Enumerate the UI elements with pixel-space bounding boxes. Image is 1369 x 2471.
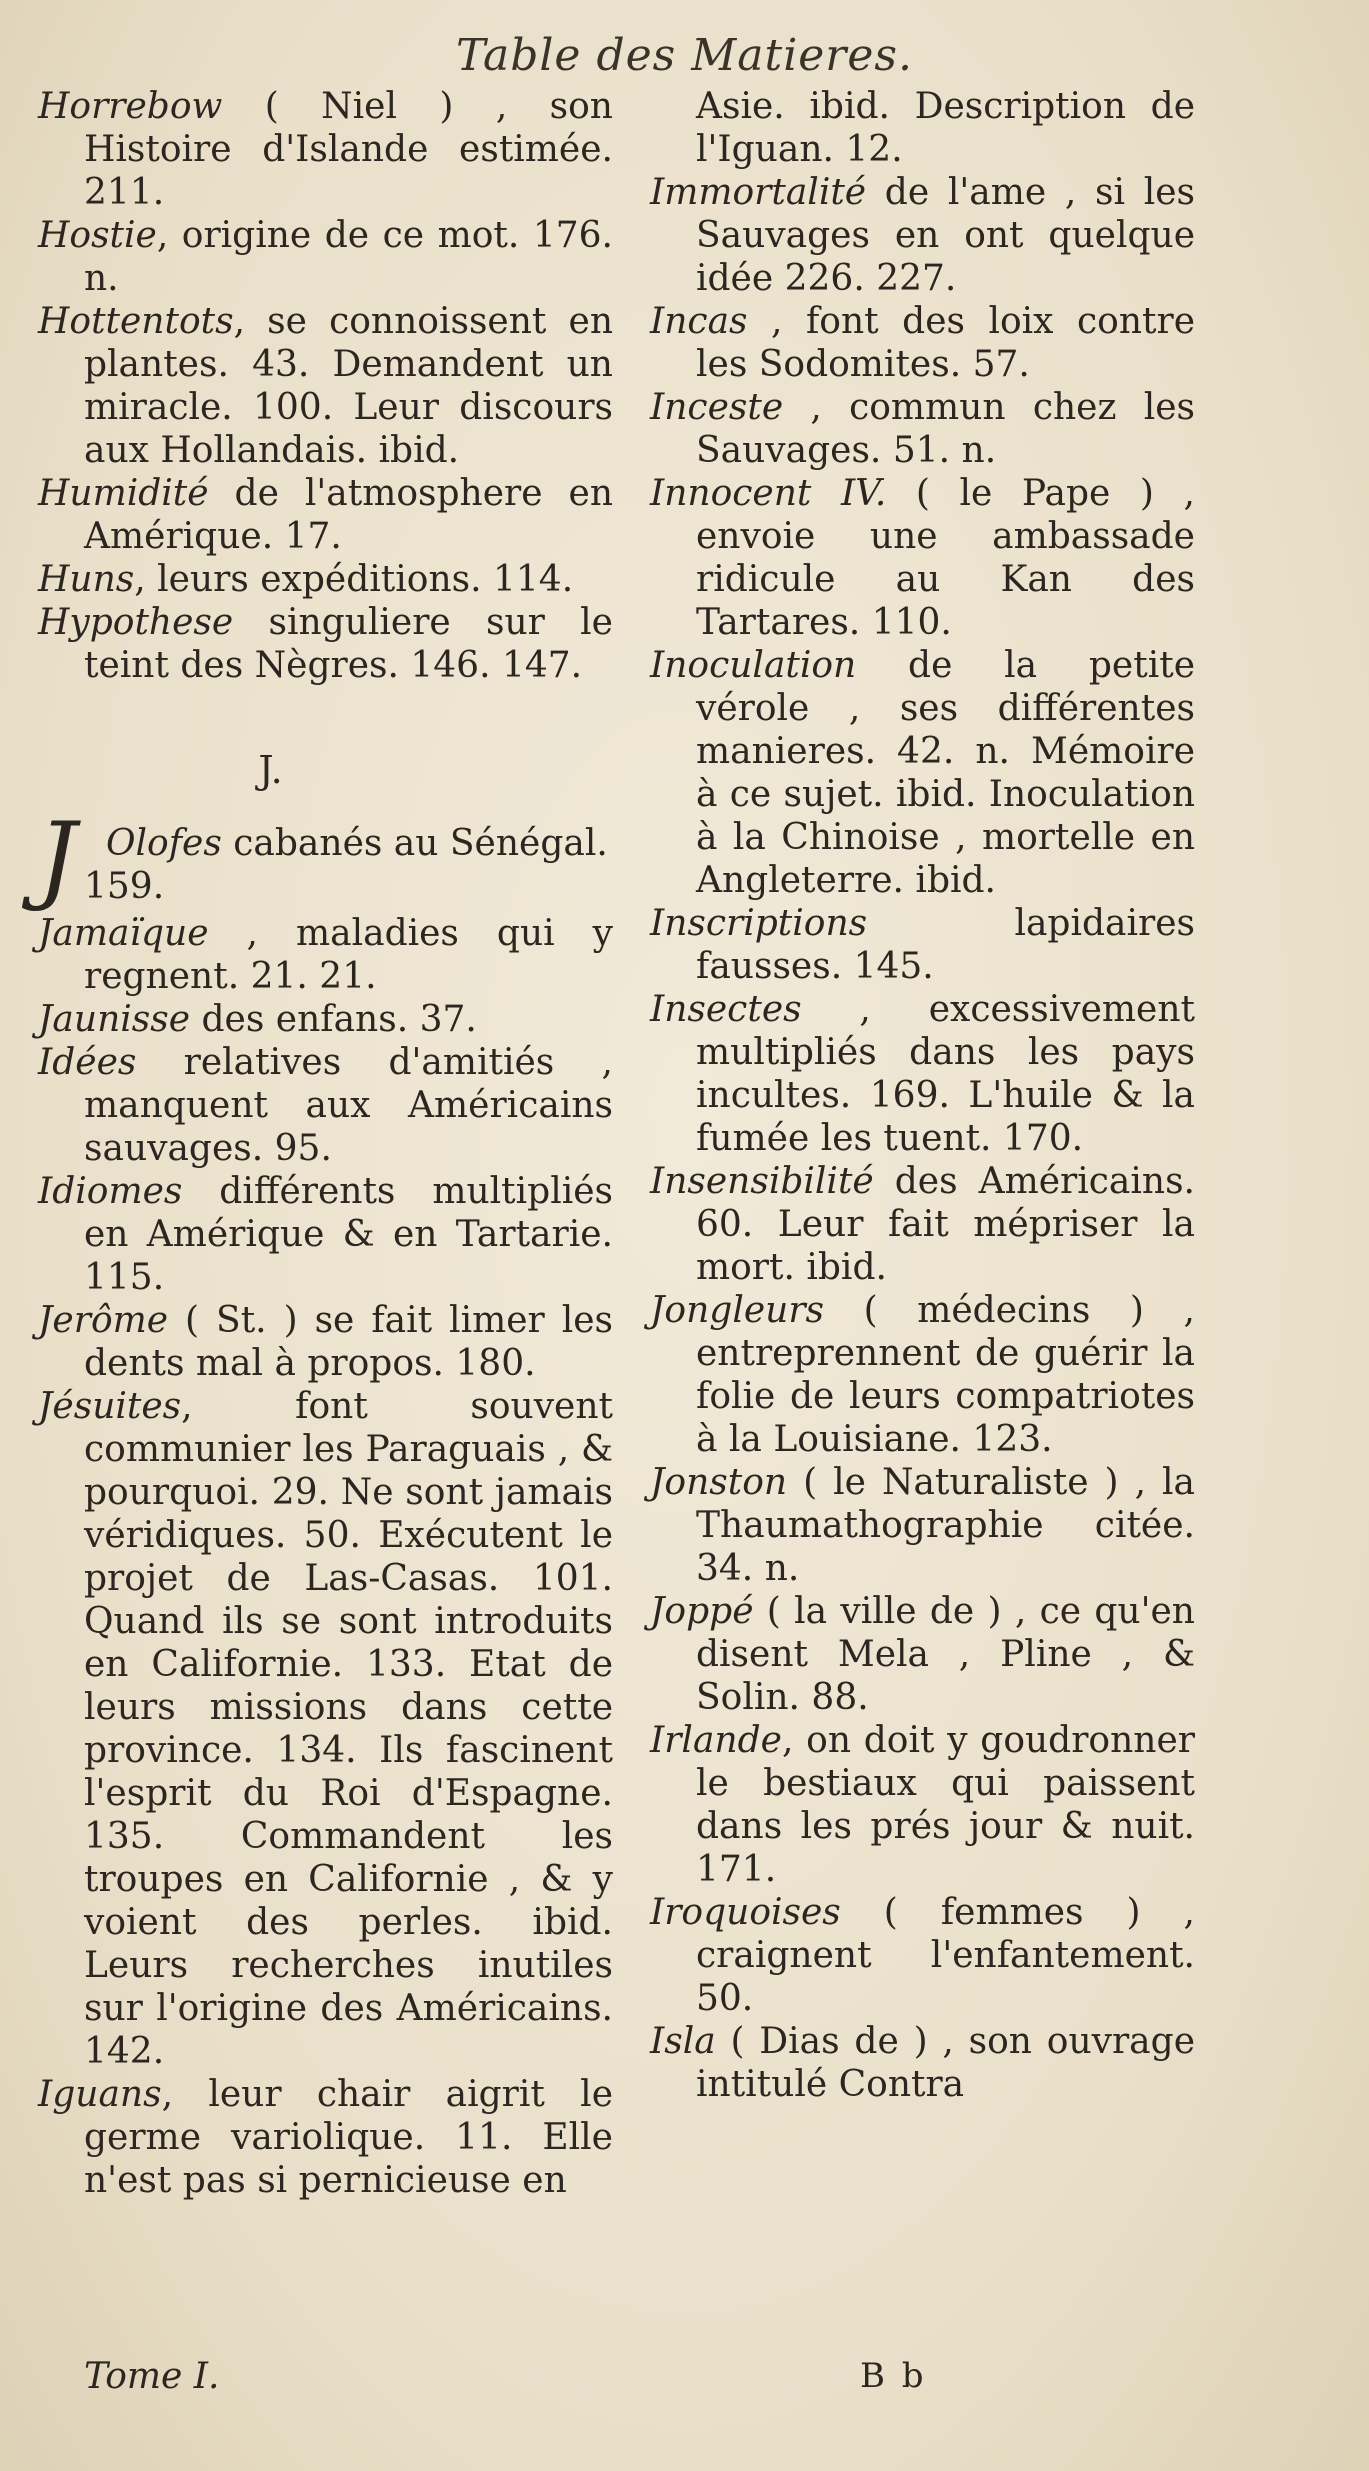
left-column bbox=[38, 85, 613, 2202]
gathering-signature: B b bbox=[860, 2356, 927, 2396]
index-entry bbox=[38, 214, 613, 300]
entry-text: lapidaires fausses. 145. bbox=[696, 903, 1195, 987]
index-entry bbox=[38, 1385, 613, 2073]
entry-keyword: Inceste bbox=[650, 387, 784, 428]
entry-keyword: Iroquoises bbox=[650, 1892, 841, 1933]
dropcap-entry bbox=[38, 802, 613, 914]
entry-text: différents multipliés en Amérique & en Tartarie. 115. bbox=[84, 1171, 613, 1298]
entry-text: ( le Naturaliste ) , la Thaumathographie citée. 34. n. bbox=[696, 1462, 1195, 1589]
entry-text: ( femmes ) , craignent l'enfantement. 50. bbox=[696, 1892, 1195, 2019]
entry-keyword: Jerôme bbox=[38, 1300, 169, 1341]
entry-text: ( Dias de ) , son ouvrage intitulé Contra bbox=[696, 2021, 1195, 2105]
entry-text: ( le Pape ) , envoie une ambassade ridicule au Kan des Tartares. 110. bbox=[696, 473, 1195, 643]
entry-keyword: Jongleurs bbox=[650, 1290, 825, 1331]
entry-text: , leur chair aigrit le germe variolique. 11. Elle n'est pas si pernicieuse en bbox=[84, 2074, 613, 2201]
entry-keyword: Jaunisse bbox=[38, 999, 191, 1040]
entry-keyword: Humidité bbox=[38, 473, 209, 514]
entry-keyword: Insensibilité bbox=[650, 1161, 874, 1202]
entry-text: , excessivement multipliés dans les pays incultes. 169. L'huile & la fumée les tuent. 170. bbox=[696, 989, 1195, 1159]
index-entry bbox=[650, 386, 1195, 472]
index-entry bbox=[38, 85, 613, 214]
entry-keyword: Jonston bbox=[650, 1462, 788, 1503]
entry-text: , origine de ce mot. 176. n. bbox=[84, 215, 613, 299]
entry-text: , leurs expéditions. 114. bbox=[134, 559, 574, 600]
entry-text: ( la ville de ) , ce qu'en disent Mela , Pline , & Solin. 88. bbox=[696, 1591, 1195, 1718]
entry-keyword: Inoculation bbox=[650, 645, 857, 686]
entries-group-i bbox=[650, 85, 1195, 2106]
entry-keyword: Isla bbox=[650, 2021, 716, 2062]
index-entry bbox=[650, 300, 1195, 386]
entry-keyword: Innocent IV. bbox=[650, 473, 887, 514]
entry-keyword: Jamaïque bbox=[38, 913, 209, 954]
index-entry bbox=[650, 1289, 1195, 1461]
entry-text: ( Niel ) , son Histoire d'Islande estimée. 211. bbox=[84, 86, 613, 213]
index-entry bbox=[38, 1041, 613, 1170]
entry-keyword: Idées bbox=[38, 1042, 137, 1083]
entry-keyword: Incas bbox=[650, 301, 748, 342]
entry-keyword: Idiomes bbox=[38, 1171, 183, 1212]
entry-text: de la petite vérole , ses différentes manieres. 42. n. Mémoire à ce sujet. ibid. Inoculation à la Chinoise , mortelle en Angleterre. ibid. bbox=[696, 645, 1195, 901]
entry-keyword: Insectes bbox=[650, 989, 802, 1030]
index-entry bbox=[650, 1461, 1195, 1590]
entry-keyword: Hypothese bbox=[38, 602, 234, 643]
section-heading-j: J. bbox=[258, 748, 283, 792]
index-entry bbox=[38, 998, 613, 1041]
entry-keyword: Iguans bbox=[38, 2074, 162, 2115]
entry-text: des enfans. 37. bbox=[190, 999, 477, 1040]
entry-keyword: Hottentots bbox=[38, 301, 234, 342]
entry-keyword: Joppé bbox=[650, 1591, 754, 1632]
entry-keyword: Immortalité bbox=[650, 172, 867, 213]
index-entry bbox=[38, 558, 613, 601]
index-entry bbox=[650, 988, 1195, 1160]
entry-keyword: Olofes bbox=[106, 823, 222, 864]
entry-keyword: Jésuites bbox=[38, 1386, 182, 1427]
entry-keyword: Hostie bbox=[38, 215, 157, 256]
index-entry bbox=[650, 171, 1195, 300]
entry-text-continued: 159. bbox=[84, 866, 165, 907]
index-entry bbox=[650, 85, 1195, 171]
index-entry bbox=[650, 1590, 1195, 1719]
entry-text: ( médecins ) , entreprennent de guérir la folie de leurs compatriotes à la Louisiane. 123. bbox=[696, 1290, 1195, 1460]
index-entry bbox=[650, 1719, 1195, 1891]
index-entry bbox=[650, 1160, 1195, 1289]
entries-group-h bbox=[38, 85, 613, 687]
entry-keyword: Irlande bbox=[650, 1720, 782, 1761]
index-entry bbox=[38, 1170, 613, 1299]
entry-text: , maladies qui y regnent. 21. 21. bbox=[84, 913, 613, 997]
entry-text: cabanés au Sénégal. bbox=[221, 823, 608, 864]
entry-text: , font souvent communier les Paraguais , & pourquoi. 29. Ne sont jamais véridiques. 50. Exécutent le projet de Las-Casas. 101. Quand ils se sont introduits en Californie. 133. Etat de leurs missions dans cette province. 134. Ils fascinent l'esprit du Roi d'Espagne. 135. Commandent les troupes en Californie , & y voient des perles. ibid. Leurs recherches inutiles sur l'origine des Américains. 142. bbox=[84, 1386, 613, 2072]
index-entry bbox=[38, 1299, 613, 1385]
entry-text: des Américains. 60. Leur fait mépriser la mort. ibid. bbox=[696, 1161, 1195, 1288]
index-entry bbox=[650, 472, 1195, 644]
index-entry bbox=[650, 644, 1195, 902]
entry-keyword: Huns bbox=[38, 559, 135, 600]
entry-text: relatives d'amitiés , manquent aux Américains sauvages. 95. bbox=[84, 1042, 613, 1169]
entry-text: ( St. ) se fait limer les dents mal à propos. 180. bbox=[84, 1300, 613, 1384]
entry-text: , on doit y goudronner le bestiaux qui paissent dans les prés jour & nuit. 171. bbox=[696, 1720, 1195, 1890]
right-column bbox=[650, 85, 1195, 2106]
drop-cap-letter: J bbox=[38, 802, 77, 914]
entry-keyword: Horrebow bbox=[38, 86, 223, 127]
entry-text: singuliere sur le teint des Nègres. 146. 147. bbox=[84, 602, 613, 686]
volume-signature: Tome I. bbox=[84, 2356, 220, 2397]
entries-group-j bbox=[38, 912, 613, 2202]
entry-text: , se connoissent en plantes. 43. Demandent un miracle. 100. Leur discours aux Hollandais. ibid. bbox=[84, 301, 613, 471]
index-entry bbox=[38, 300, 613, 472]
index-entry bbox=[38, 912, 613, 998]
index-entry bbox=[650, 902, 1195, 988]
index-entry bbox=[38, 472, 613, 558]
entry-keyword: Inscriptions bbox=[650, 903, 868, 944]
running-title: Table des Matieres. bbox=[456, 30, 913, 81]
index-entry bbox=[38, 601, 613, 687]
index-entry bbox=[650, 1891, 1195, 2020]
entry-text: de l'atmosphere en Amérique. 17. bbox=[84, 473, 613, 557]
index-entry bbox=[38, 2073, 613, 2202]
index-entry bbox=[650, 2020, 1195, 2106]
entry-text: , font des loix contre les Sodomites. 57. bbox=[696, 301, 1195, 385]
entry-text: Asie. ibid. Description de l'Iguan. 12. bbox=[696, 86, 1195, 170]
entry-text: , commun chez les Sauvages. 51. n. bbox=[696, 387, 1195, 471]
entry-text: de l'ame , si les Sauvages en ont quelque idée 226. 227. bbox=[696, 172, 1195, 299]
